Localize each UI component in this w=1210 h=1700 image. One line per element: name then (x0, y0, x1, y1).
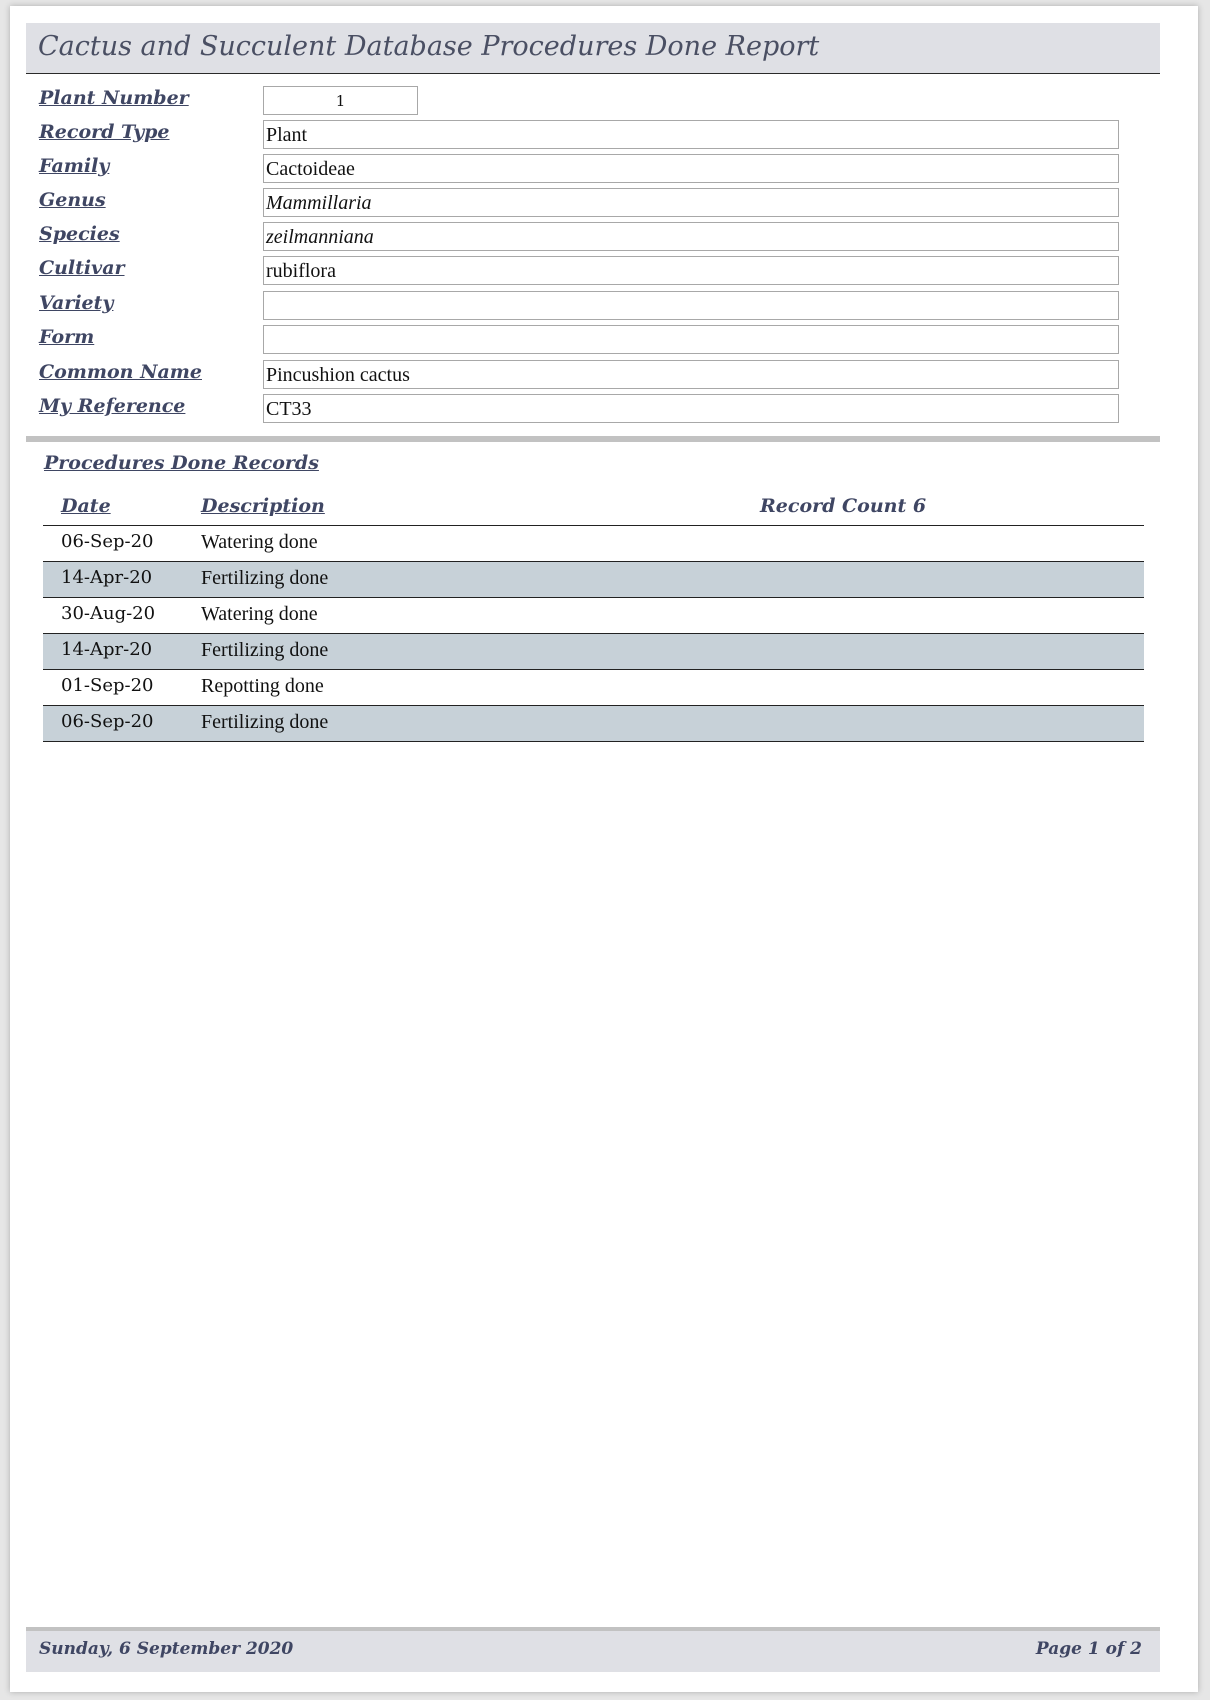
common-name-label: Common Name (39, 361, 202, 383)
table-row (43, 706, 1144, 742)
row-date: 06-Sep-20 (61, 531, 154, 552)
species-label: Species (39, 223, 120, 245)
record-count: Record Count 6 (760, 495, 927, 517)
plant-number-label: Plant Number (39, 87, 189, 109)
row-date: 01-Sep-20 (61, 675, 154, 696)
variety-label: Variety (39, 292, 114, 314)
form-label: Form (39, 326, 95, 348)
row-description: Fertilizing done (201, 711, 329, 733)
genus-label: Genus (39, 189, 106, 211)
report-footer (26, 1627, 1160, 1672)
species-value: zeilmanniana (263, 222, 1119, 251)
date-column-header: Date (61, 495, 111, 517)
family-label: Family (39, 155, 110, 177)
my-reference-label: My Reference (39, 395, 186, 417)
table-row (43, 634, 1144, 670)
page-number: Page 1 of 2 (1035, 1639, 1142, 1659)
row-description: Fertilizing done (201, 639, 329, 661)
record-type-value: Plant (263, 120, 1119, 149)
row-description: Fertilizing done (201, 567, 329, 589)
cultivar-value: rubiflora (263, 256, 1119, 285)
variety-value (263, 291, 1119, 320)
procedures-section-title: Procedures Done Records (44, 452, 319, 474)
cultivar-label: Cultivar (39, 257, 125, 279)
table-row (43, 670, 1144, 706)
row-description: Watering done (201, 603, 318, 625)
table-row (43, 598, 1144, 634)
plant-number-value: 1 (263, 86, 418, 115)
section-divider (26, 436, 1160, 442)
row-date: 30-Aug-20 (61, 603, 156, 624)
table-row (43, 562, 1144, 598)
report-title: Cactus and Succulent Database Procedures Done Report (38, 31, 820, 62)
common-name-value: Pincushion cactus (263, 360, 1119, 389)
form-value (263, 325, 1119, 354)
record-type-label: Record Type (39, 121, 170, 143)
my-reference-value: CT33 (263, 394, 1119, 423)
report-header (26, 23, 1160, 74)
row-date: 14-Apr-20 (61, 567, 153, 588)
row-description: Watering done (201, 531, 318, 553)
report-page (10, 6, 1198, 1692)
footer-date: Sunday, 6 September 2020 (39, 1639, 294, 1659)
row-date: 06-Sep-20 (61, 711, 154, 732)
description-column-header: Description (201, 495, 325, 517)
genus-value: Mammillaria (263, 188, 1119, 217)
row-description: Repotting done (201, 675, 324, 697)
row-date: 14-Apr-20 (61, 639, 153, 660)
table-row (43, 526, 1144, 562)
family-value: Cactoideae (263, 154, 1119, 183)
